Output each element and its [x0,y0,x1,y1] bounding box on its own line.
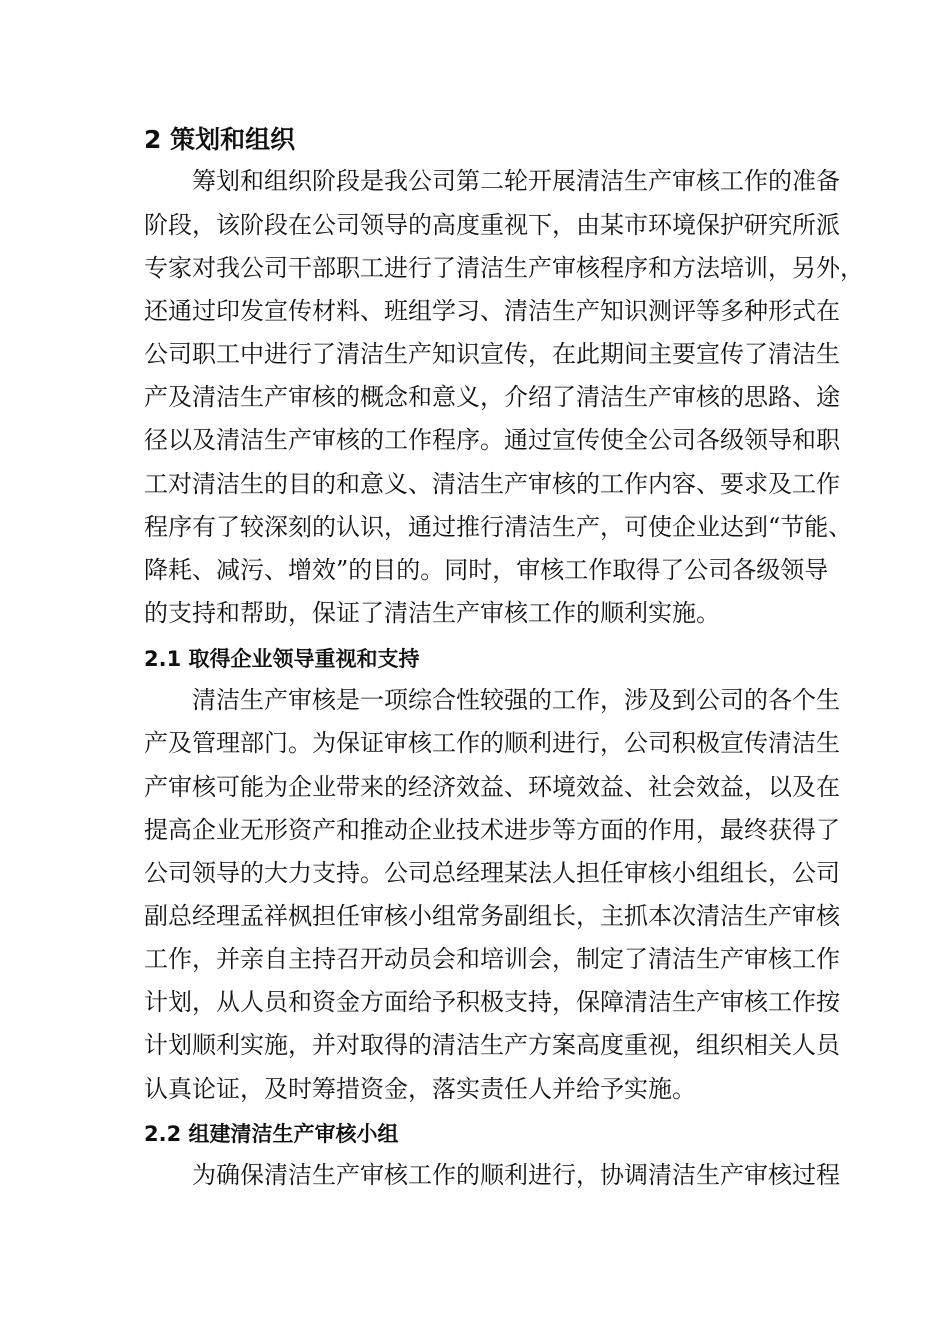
subsection-heading: 2.1 取得企业领导重视和支持 [144,647,420,671]
paragraph-line: 工对清洁生的目的和意义、清洁生产审核的工作内容、要求及工作 [144,470,840,498]
paragraph-line: 公司职工中进行了清洁生产知识宣传，在此期间主要宣传了清洁生 [144,340,840,368]
subsection-heading: 2.2 组建清洁生产审核小组 [144,1122,399,1146]
paragraph-line: 为确保清洁生产审核工作的顺利进行，协调清洁生产审核过程 [192,1161,840,1189]
paragraph-line: 清洁生产审核是一项综合性较强的工作，涉及到公司的各个生 [192,686,840,714]
paragraph-line: 专家对我公司干部职工进行了清洁生产审核程序和方法培训，另外， [144,254,864,282]
paragraph-line: 提高企业无形资产和推动企业技术进步等方面的作用，最终获得了 [144,816,840,844]
paragraph-line: 公司领导的大力支持。公司总经理某法人担任审核小组组长，公司 [144,859,840,887]
paragraph-line: 筹划和组织阶段是我公司第二轮开展清洁生产审核工作的准备 [192,167,840,195]
paragraph-line: 计划，从人员和资金方面给予积极支持，保障清洁生产审核工作按 [144,988,840,1016]
section-heading: 2 策划和组织 [144,125,296,154]
paragraph-line: 阶段，该阶段在公司领导的高度重视下，由某市环境保护研究所派 [144,211,840,239]
paragraph-line: 程序有了较深刻的认识，通过推行清洁生产，可使企业达到“节能、 [144,513,853,541]
paragraph-line: 降耗、减污、增效”的目的。同时，审核工作取得了公司各级领导 [144,556,829,584]
paragraph-line: 径以及清洁生产审核的工作程序。通过宣传使全公司各级领导和职 [144,426,840,454]
paragraph-line: 工作，并亲自主持召开动员会和培训会，制定了清洁生产审核工作 [144,945,840,973]
paragraph-line: 认真论证，及时筹措资金，落实责任人并给予实施。 [144,1075,696,1103]
paragraph-line: 产及管理部门。为保证审核工作的顺利进行，公司积极宣传清洁生 [144,729,840,757]
paragraph-line: 产审核可能为企业带来的经济效益、环境效益、社会效益，以及在 [144,773,840,801]
paragraph-line: 计划顺利实施，并对取得的清洁生产方案高度重视，组织相关人员 [144,1031,840,1059]
paragraph-line: 还通过印发宣传材料、班组学习、清洁生产知识测评等多种形式在 [144,297,840,325]
paragraph-line: 的支持和帮助，保证了清洁生产审核工作的顺利实施。 [144,599,720,627]
paragraph-line: 产及清洁生产审核的概念和意义，介绍了清洁生产审核的思路、途 [144,383,840,411]
paragraph-line: 副总经理孟祥枫担任审核小组常务副组长，主抓本次清洁生产审核 [144,902,840,930]
